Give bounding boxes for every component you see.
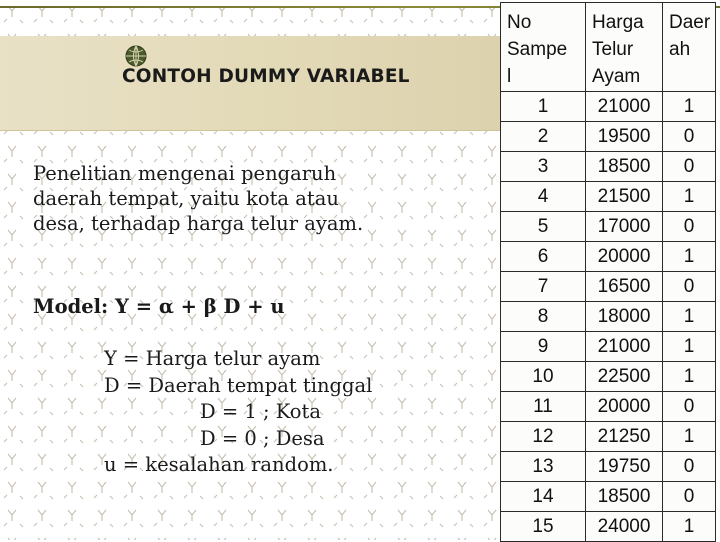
table-row	[501, 362, 716, 392]
cell-harga: 19750	[586, 452, 663, 482]
cell-harga: 22500	[586, 362, 663, 392]
cell-harga: 21250	[586, 422, 663, 452]
cell-no: 9	[501, 332, 586, 362]
table-row	[501, 152, 716, 182]
table-row	[501, 122, 716, 152]
header-harga-telur-ayam: Harga Telur Ayam	[586, 3, 663, 92]
definition-line: Y = Harga telur ayam	[104, 347, 321, 370]
intro-paragraph	[33, 161, 453, 236]
definition-line: D = 1 ; Kota	[200, 400, 321, 423]
cell-daerah: 0	[663, 152, 716, 182]
table-row	[501, 272, 716, 302]
paragraph-line: daerah tempat, yaitu kota atau	[33, 187, 339, 210]
definition-line: D = 0 ; Desa	[200, 426, 325, 450]
globe-icon	[124, 44, 148, 68]
table-row	[501, 452, 716, 482]
table-row	[501, 392, 716, 422]
cell-no: 10	[501, 362, 586, 392]
header-daerah: Daer ah	[663, 3, 716, 92]
cell-harga: 19500	[586, 122, 663, 152]
table-row	[501, 422, 716, 452]
cell-daerah: 0	[663, 122, 716, 152]
table-row	[501, 332, 716, 362]
cell-harga: 20000	[586, 242, 663, 272]
cell-harga: 17000	[586, 212, 663, 242]
cell-no: 2	[501, 122, 586, 152]
cell-daerah: 0	[663, 482, 716, 512]
data-table	[500, 2, 716, 542]
cell-daerah: 1	[663, 302, 716, 332]
cell-harga: 18500	[586, 152, 663, 182]
cell-no: 13	[501, 452, 586, 482]
cell-daerah: 1	[663, 512, 716, 542]
cell-daerah: 0	[663, 212, 716, 242]
table-row	[501, 482, 716, 512]
cell-harga: 20000	[586, 392, 663, 422]
cell-harga: 18500	[586, 482, 663, 512]
cell-no: 5	[501, 212, 586, 242]
cell-daerah: 1	[663, 182, 716, 212]
cell-harga: 21000	[586, 332, 663, 362]
cell-daerah: 0	[663, 392, 716, 422]
table-row	[501, 302, 716, 332]
cell-daerah: 0	[663, 452, 716, 482]
cell-harga: 18000	[586, 302, 663, 332]
table-row	[501, 92, 716, 122]
cell-daerah: 1	[663, 422, 716, 452]
definition-line: u = kesalahan random.	[104, 453, 334, 476]
cell-no: 15	[501, 512, 586, 542]
cell-daerah: 1	[663, 92, 716, 122]
table-row	[501, 182, 716, 212]
cell-no: 7	[501, 272, 586, 302]
cell-no: 14	[501, 482, 586, 512]
cell-no: 12	[501, 422, 586, 452]
table-row	[501, 212, 716, 242]
table-row	[501, 512, 716, 542]
cell-harga: 16500	[586, 272, 663, 302]
cell-daerah: 1	[663, 332, 716, 362]
cell-no: 1	[501, 92, 586, 122]
cell-harga: 21000	[586, 92, 663, 122]
cell-daerah: 1	[663, 362, 716, 392]
cell-no: 11	[501, 392, 586, 422]
definition-line: D = Daerah tempat tinggal	[104, 373, 373, 397]
cell-no: 6	[501, 242, 586, 272]
cell-daerah: 0	[663, 272, 716, 302]
paragraph-line: desa, terhadap harga telur ayam.	[33, 212, 364, 235]
cell-daerah: 1	[663, 242, 716, 272]
table-header-row	[501, 3, 716, 92]
model-equation: Model: Y = α + β D + u	[33, 295, 285, 318]
cell-no: 8	[501, 302, 586, 332]
header-no-sampel: No Sampe l	[501, 3, 586, 92]
variable-definitions	[104, 346, 372, 479]
cell-harga: 24000	[586, 512, 663, 542]
paragraph-line: Penelitian mengenai pengaruh	[33, 162, 337, 185]
table-row	[501, 242, 716, 272]
slide-title: CONTOH DUMMY VARIABEL	[122, 66, 410, 87]
cell-no: 4	[501, 182, 586, 212]
cell-harga: 21500	[586, 182, 663, 212]
cell-no: 3	[501, 152, 586, 182]
